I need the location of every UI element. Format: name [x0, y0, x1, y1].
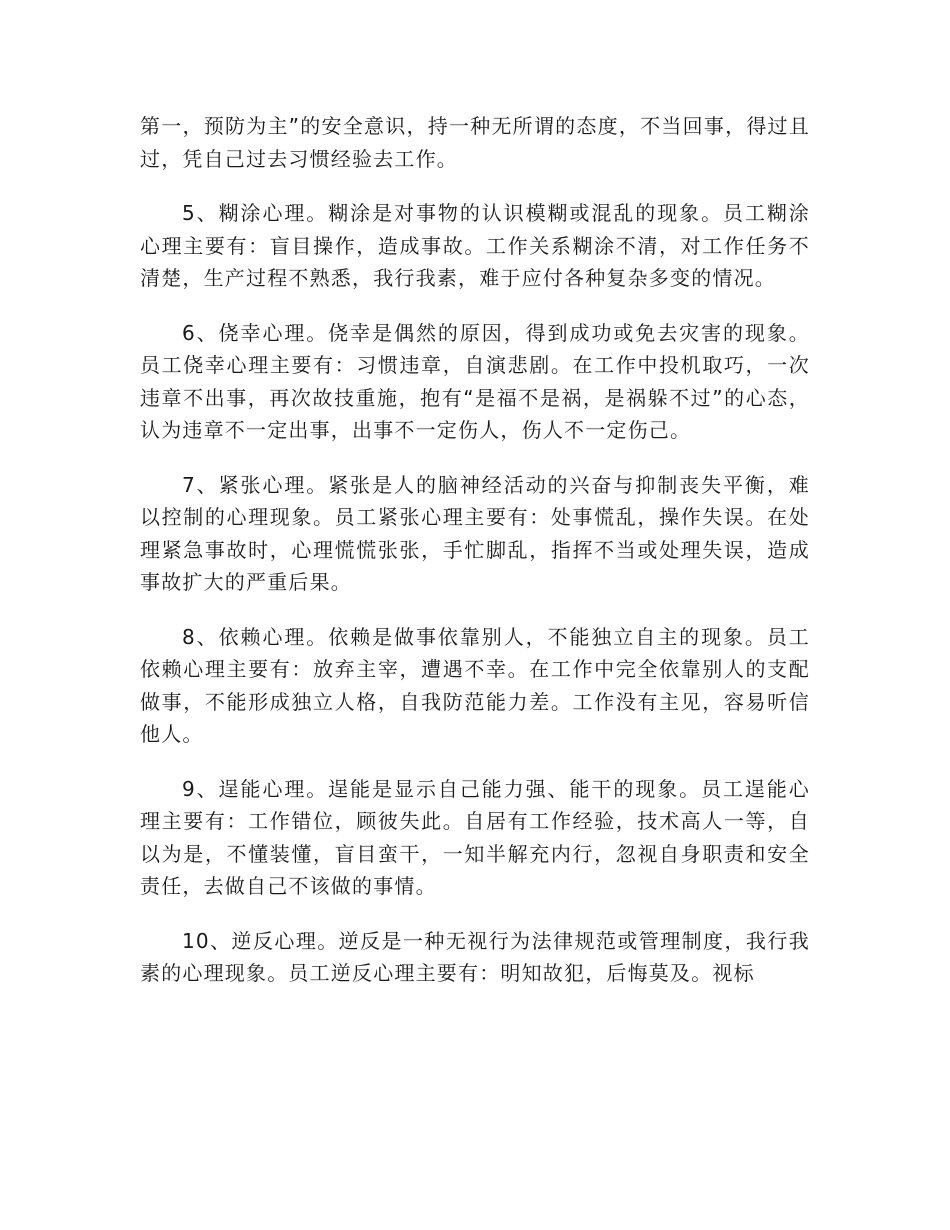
paragraph-item-9: 9、逞能心理。逞能是显示自己能力强、能干的现象。员工逞能心理主要有：工作错位，顾彼失此。自居有工作经验，技术高人一等，自以为是，不懂装懂，盲目蛮干，一知半解充内行，忽视自身职责和安全责任，去做自己不该做的事情。 — [140, 776, 810, 898]
paragraph-item-10: 10、逆反心理。逆反是一种无视行为法律规范或管理制度，我行我素的心理现象。员工逆反心理主要有：明知故犯，后悔莫及。视标 — [140, 928, 810, 985]
paragraph-continuation: 第一，预防为主”的安全意识，持一种无所谓的态度，不当回事，得过且过，凭自己过去习惯经验去工作。 — [140, 114, 810, 171]
paragraph-item-5: 5、糊涂心理。糊涂是对事物的认识模糊或混乱的现象。员工糊涂心理主要有：盲目操作，造成事故。工作关系糊涂不清，对工作任务不清楚，生产过程不熟悉，我行我素，难于应付各种复杂多变的情况。 — [140, 201, 810, 290]
paragraph-item-6: 6、侥幸心理。侥幸是偶然的原因，得到成功或免去灾害的现象。员工侥幸心理主要有：习惯违章，自演悲剧。在工作中投机取巧，一次违章不出事，再次故技重施，抱有“是福不是祸，是祸躲不过”的心态，认为违章不一定出事，出事不一定伤人，伤人不一定伤己。 — [140, 320, 810, 442]
paragraph-item-7: 7、紧张心理。紧张是人的脑神经活动的兴奋与抑制丧失平衡，难以控制的心理现象。员工紧张心理主要有：处事慌乱，操作失误。在处理紧急事故时，心理慌慌张张，手忙脚乱，指挥不当或处理失误，造成事故扩大的严重后果。 — [140, 472, 810, 594]
paragraph-item-8: 8、依赖心理。依赖是做事依靠别人，不能独立自主的现象。员工依赖心理主要有：放弃主宰，遭遇不幸。在工作中完全依靠别人的支配做事，不能形成独立人格，自我防范能力差。工作没有主见，容易听信他人。 — [140, 624, 810, 746]
document-body — [140, 110, 810, 1012]
